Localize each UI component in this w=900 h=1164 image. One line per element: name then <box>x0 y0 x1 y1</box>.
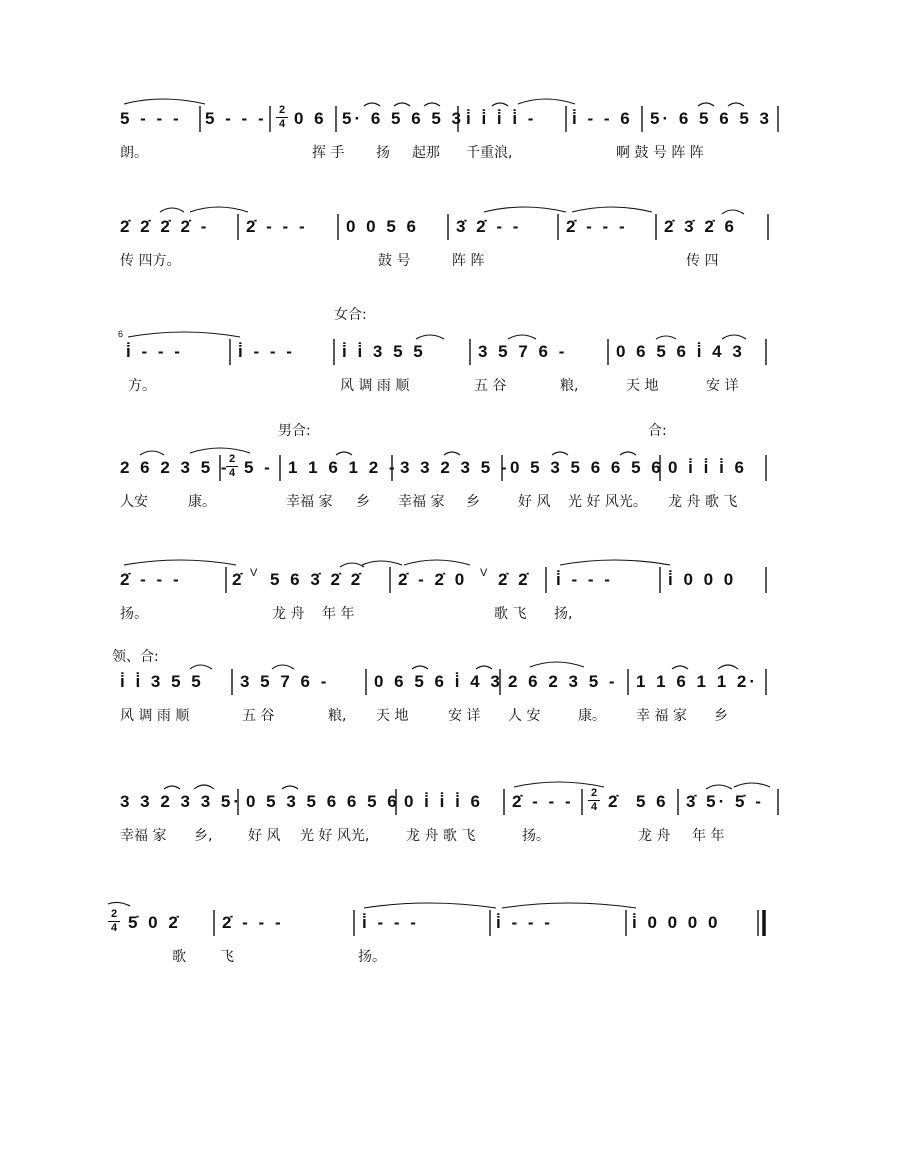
measure: i̇ i̇ i̇ i̇ - <box>466 109 537 128</box>
measure: 0 6 5 6 i̇ 4 3 <box>616 342 745 361</box>
lyric: 人安 <box>120 494 148 510</box>
measure: 5· 6 5 6 5 3 <box>650 109 773 128</box>
notation-line-5 <box>0 563 900 597</box>
measure: 2 6 2 3 5 - <box>120 458 230 477</box>
lyric: 阵 阵 <box>452 253 485 269</box>
measure: 2̇ 2̇ 2̇ 2̇ - <box>120 217 210 236</box>
lyric: 年 年 <box>322 606 355 622</box>
measure: 3 5 7 6 - <box>240 672 330 691</box>
measure: i̇ - - 6 <box>572 109 633 128</box>
part-label: 男合: <box>278 423 311 439</box>
lyric: 歌 <box>172 949 186 965</box>
lyric: 挥 手 <box>312 145 345 161</box>
notation-line-4 <box>0 451 900 485</box>
measure: 0 i̇ i̇ i̇ 6 <box>668 458 747 477</box>
measure: 0 5 3 5 6 6 5 6 <box>510 458 664 477</box>
barlines <box>0 906 900 940</box>
measure: 2̇ - 2̇ 0 <box>398 570 468 589</box>
lyric: 天 地 <box>626 378 659 394</box>
lyric: 年 年 <box>692 828 725 844</box>
measure: i̇ 0 0 0 <box>668 570 737 589</box>
barlines <box>0 665 900 699</box>
lyric: 好 风 <box>248 828 281 844</box>
measure: 0 i̇ i̇ i̇ 6 <box>404 792 483 811</box>
measure: 0 0 5 6 <box>346 217 419 236</box>
measure: 2̇ - - - <box>246 217 308 236</box>
lyric: 粮, <box>328 708 347 724</box>
lyric: 龙 舟 <box>638 828 671 844</box>
lyric: 乡 <box>356 494 370 510</box>
measure: 2̇ - - - <box>566 217 628 236</box>
lyric: 幸福 家 <box>398 494 445 510</box>
measure: i̇ - - - <box>126 342 183 361</box>
lyric: 扬 <box>376 145 390 161</box>
lyric: 啊 鼓 号 阵 阵 <box>616 145 704 161</box>
lyric: 乡 <box>714 708 728 724</box>
measure: i̇ - - - <box>556 570 613 589</box>
measure: i̇ i̇ 3 5 5 <box>342 342 426 361</box>
lyric: 飞 <box>220 949 234 965</box>
notation-line-6 <box>0 665 900 699</box>
lyric: 歌 飞 <box>494 606 527 622</box>
lyric: 千重浪, <box>466 145 513 161</box>
lyric: 幸福 家 <box>120 828 167 844</box>
barlines <box>0 451 900 485</box>
lyric: 扬。 <box>358 949 386 965</box>
barlines <box>0 785 900 819</box>
measure: i̇ - - - <box>362 913 419 932</box>
grace-note: 6 <box>118 329 124 339</box>
time-signature: $\frac{2}{4}$ <box>588 788 600 813</box>
measure: 2 6 2 3 5 - <box>508 672 618 691</box>
measure: 2̇ <box>608 792 621 811</box>
measure: 3̇ 5· 5̇ - <box>686 792 764 811</box>
measure: 2̇ - - - <box>222 913 284 932</box>
lyric: 安 详 <box>448 708 481 724</box>
measure: 5 6 3̇ 2̇ 2̇ <box>270 570 364 589</box>
lyric: 风 调 雨 顺 <box>340 378 410 394</box>
lyric: 起那 <box>412 145 440 161</box>
part-label: 合: <box>648 423 667 439</box>
lyric: 安 详 <box>706 378 739 394</box>
notation-line-1 <box>0 102 900 136</box>
measure: 2̇ 2̇ <box>498 570 531 589</box>
lyric: 龙 舟 歌 飞 <box>406 828 476 844</box>
barlines <box>0 563 900 597</box>
measure: i̇ - - - <box>238 342 295 361</box>
lyric: 五 谷 <box>242 708 275 724</box>
lyric: 朗。 <box>120 145 148 161</box>
lyric: 龙 舟 <box>272 606 305 622</box>
lyric: 粮, <box>560 378 579 394</box>
measure: 0 6 <box>294 109 327 128</box>
barlines <box>0 210 900 244</box>
lyric: 康。 <box>188 494 216 510</box>
notation-line-8 <box>0 906 900 940</box>
measure: 2̇ 3̇ 2̇ 6 <box>664 217 737 236</box>
measure: 0 5 3 5 6 6 5 6 <box>246 792 400 811</box>
measure: 5· 6 5 6 5 3 <box>342 109 465 128</box>
measure: i̇ 0 0 0 0 <box>632 913 721 932</box>
lyric: 康。 <box>578 708 606 724</box>
notation-line-2 <box>0 210 900 244</box>
lyric: 传 四方。 <box>120 253 181 269</box>
measure: 3 5 7 6 - <box>478 342 568 361</box>
lyric: 龙 舟 歌 飞 <box>668 494 738 510</box>
lyric: 鼓 号 <box>378 253 411 269</box>
lyric: 天 地 <box>376 708 409 724</box>
lyric: 乡 <box>466 494 480 510</box>
lyric: 扬, <box>554 606 573 622</box>
lyric: 幸 福 家 <box>636 708 687 724</box>
lyric: 扬。 <box>120 606 148 622</box>
lyric: 好 风 <box>518 494 551 510</box>
measure: 5 - - - <box>120 109 182 128</box>
measure: i̇ i̇ 3 5 5 <box>120 672 204 691</box>
time-signature: $\frac{2}{4}$ <box>108 909 120 934</box>
lyric: 光 好 风光, <box>300 828 370 844</box>
measure: i̇ - - - <box>496 913 553 932</box>
measure: 1 1 6 1 1 2· <box>636 672 759 691</box>
measure: 3 3 2 3 5 - <box>400 458 510 477</box>
barlines <box>0 335 900 369</box>
measure: 5̇ 0 2̇ <box>128 913 181 932</box>
measure: 3 3 2 3 3 5· <box>120 792 243 811</box>
measure: 0 6 5 6 i̇ 4 3 <box>374 672 503 691</box>
lyric: 幸福 家 <box>286 494 333 510</box>
part-label: 女合: <box>334 307 367 323</box>
lyric: 方。 <box>128 378 156 394</box>
measure: 1 1 6 1 2 - <box>288 458 398 477</box>
notation-line-3 <box>0 329 900 369</box>
time-signature: $\frac{2}{4}$ <box>226 454 238 479</box>
breath-mark: V <box>250 567 258 579</box>
lyric: 传 四 <box>686 253 719 269</box>
measure: 2̇ - - - <box>512 792 574 811</box>
measure: 3̇ 2̇ - - <box>456 217 522 236</box>
lyric: 光 好 风光。 <box>568 494 647 510</box>
measure: 5 - <box>244 458 273 477</box>
time-signature: $\frac{2}{4}$ <box>276 105 288 130</box>
lyric: 人 安 <box>508 708 541 724</box>
barlines <box>0 102 900 136</box>
lyric: 风 调 雨 顺 <box>120 708 190 724</box>
notation-line-7 <box>0 785 900 819</box>
measure: 5 6 <box>636 792 669 811</box>
lyric: 扬。 <box>522 828 550 844</box>
lyric: 五 谷 <box>474 378 507 394</box>
lyric: 乡, <box>194 828 213 844</box>
breath-mark: V <box>480 567 488 579</box>
part-label: 领、合: <box>112 649 159 665</box>
measure: 5 - - - <box>205 109 267 128</box>
measure: 2̇ <box>232 570 245 589</box>
measure: 2̇ - - - <box>120 570 182 589</box>
